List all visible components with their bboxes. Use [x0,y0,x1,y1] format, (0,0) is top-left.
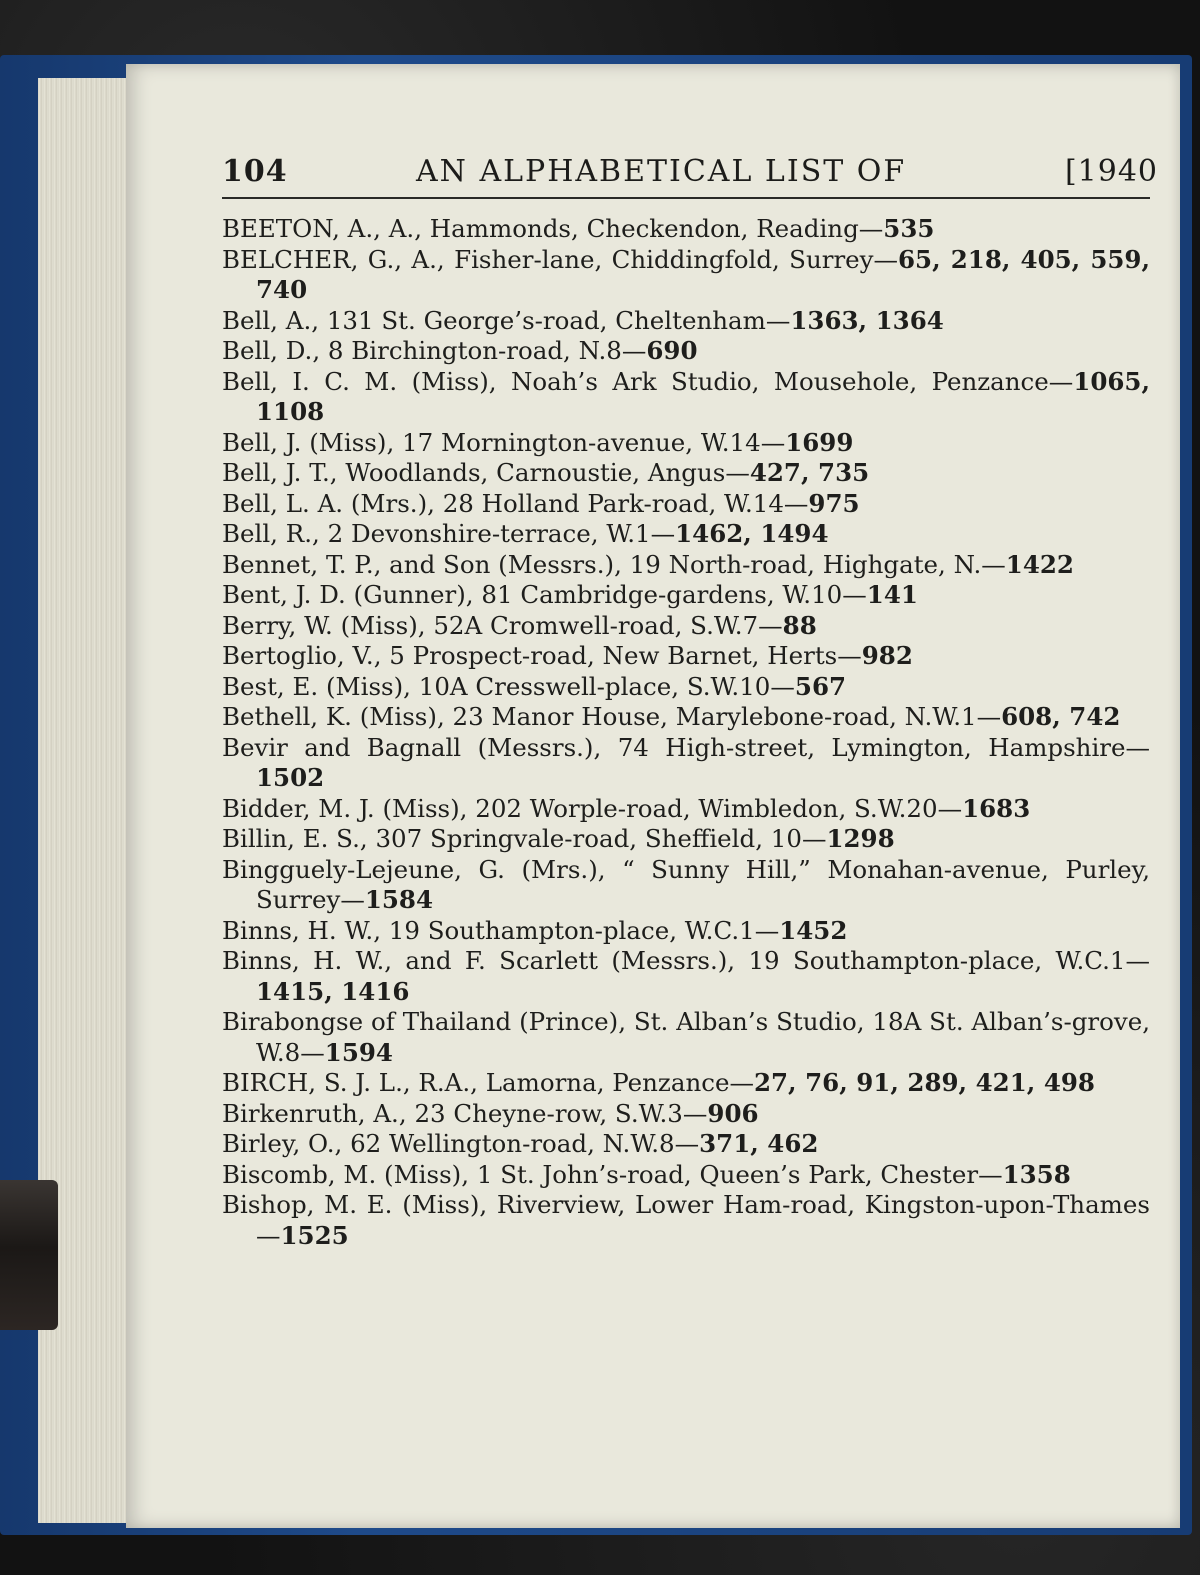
running-header [218,148,1158,196]
entry-numbers: 608, 742 [1001,702,1121,731]
entry-numbers: 1594 [324,1037,393,1067]
entry-name: Bell, D. [222,336,313,365]
list-item: Bevir and Bagnall (Messrs.), 74 High-street, Lymington, Hampshire—1502 [222,732,1150,792]
entry-numbers: 1452 [779,915,848,945]
entry-name: Billin, E. S. [222,824,360,853]
entry-address: Fisher-lane, Chiddingfold, Surrey [454,244,874,274]
entry-address: 19 Southampton-place, W.C.1 [388,915,755,945]
list-item: Bethell, K. (Miss), 23 Manor House, Marylebone-road, N.W.1—608, 742 [222,702,1121,731]
entry-address: 8 Birchington-road, N.8 [327,336,622,365]
list-item: BELCHER, G., A., Fisher-lane, Chiddingfold, Surrey—65, 218, 405, 559, 740 [222,244,1150,304]
entry-name: Bethell, K. (Miss) [222,702,437,731]
entry-name: Bell, J. (Miss) [222,427,387,457]
entry-address: Riverview, Lower Ham-road, Kingston-upon-Thames [496,1190,1150,1219]
list-item: Bishop, M. E. (Miss), Riverview, Lower Ham-road, Kingston-upon-Thames—1525 [222,1190,1150,1250]
list-item: Bell, J. T., Woodlands, Carnoustie, Angus—427, 735 [222,458,870,487]
header-year: [1940 [1064,154,1158,189]
entry-address: 19 North-road, Highgate, N. [629,549,982,579]
entry-numbers: 982 [861,641,913,670]
entry-name: BEETON, A., A. [222,214,415,243]
list-item: Binns, H. W., and F. Scarlett (Messrs.), 19 Southampton-place, W.C.1—1415, 1416 [222,946,1150,1006]
entry-numbers: 1699 [785,427,854,457]
list-item: Bingguely-Lejeune, G. (Mrs.), “ Sunny Hill,” Monahan-avenue, Purley, Surrey—1584 [222,854,1151,914]
entry-numbers: 975 [808,488,860,518]
entry-address: 10A Cresswell-place, S.W.10 [418,671,771,701]
list-item: Bell, I. C. M. (Miss), Noah’s Ark Studio, Mousehole, Penzance—1065, 1108 [222,366,1150,426]
entry-name: Bell, I. C. M. (Miss) [222,366,489,396]
entry-numbers: 1065, 1108 [256,366,1150,426]
entry-name: Binns, H. W., and F. Scarlett (Messrs.) [222,946,728,975]
list-item: Binns, H. W., 19 Southampton-place, W.C.1—1452 [222,915,848,945]
list-item: Bennet, T. P., and Son (Messrs.), 19 North-road, Highgate, N.—1422 [222,549,1074,579]
entry-address: 74 High-street, Lymington, Hampshire [617,732,1126,762]
header-rule [222,197,1150,199]
entry-numbers: 1502 [256,763,325,792]
entry-name: Birley, O. [222,1129,335,1158]
entry-numbers: 427, 735 [749,458,870,487]
entry-list [222,214,1150,1251]
entry-numbers: 1462, 1494 [675,519,829,548]
entry-name: Birabongse of Thailand (Prince) [222,1007,619,1036]
entry-name: Bennet, T. P., and Son (Messrs.) [222,549,615,579]
entry-address: Hammonds, Checkendon, Reading [429,214,859,243]
entry-name: Bell, R. [222,519,312,548]
entry-numbers: 1298 [826,824,895,853]
list-item: Bell, R., 2 Devonshire-terrace, W.1—1462, 1494 [222,519,829,548]
entry-address: 19 Southampton-place, W.C.1 [748,946,1126,975]
entry-numbers: 88 [782,610,817,640]
entry-name: Bevir and Bagnall (Messrs.) [222,732,594,762]
entry-address: 23 Manor House, Marylebone-road, N.W.1 [452,702,977,731]
entry-numbers: 906 [707,1098,759,1128]
entry-name: BIRCH, S. J. L., R.A. [222,1068,471,1097]
entry-numbers: 141 [866,580,918,609]
entry-address: Lamorna, Penzance [485,1068,730,1097]
entry-address: 52A Cromwell-road, S.W.7 [433,610,759,640]
entry-address: 131 St. George’s-road, Cheltenham [326,305,766,335]
list-item: Bell, L. A. (Mrs.), 28 Holland Park-road, W.14—975 [222,488,860,518]
list-item: Birabongse of Thailand (Prince), St. Alban’s Studio, 18A St. Alban’s-grove, W.8—1594 [222,1007,1151,1067]
list-item: Bidder, M. J. (Miss), 202 Worple-road, Wimbledon, S.W.20—1683 [222,793,1031,823]
entry-name: Bidder, M. J. (Miss) [222,793,460,823]
entry-address: “ Sunny Hill,” Monahan-avenue, Purley, Surrey [256,854,1151,914]
entry-address: 5 Prospect-road, New Barnet, Herts [389,641,838,670]
entry-name: Bell, L. A. (Mrs.) [222,488,428,518]
list-item: Bell, A., 131 St. George’s-road, Cheltenham—1363, 1364 [222,305,944,335]
entry-address: 1 St. John’s-road, Queen’s Park, Chester [476,1159,979,1189]
entry-numbers: 1422 [1005,549,1074,579]
entry-numbers: 1584 [364,885,434,914]
page-number: 104 [222,154,288,189]
entry-numbers: 1415, 1416 [256,976,410,1006]
entry-address: 2 Devonshire-terrace, W.1 [327,519,651,548]
page-title: AN ALPHABETICAL LIST OF [416,154,907,189]
entry-name: Binns, H. W. [222,915,374,945]
list-item: BIRCH, S. J. L., R.A., Lamorna, Penzance—27, 76, 91, 289, 421, 498 [222,1068,1095,1097]
entry-numbers: 535 [883,214,935,243]
entry-address: 81 Cambridge-gardens, W.10 [481,580,843,609]
list-item: Bent, J. D. (Gunner), 81 Cambridge-gardens, W.10—141 [222,580,918,609]
entry-address: Noah’s Ark Studio, Mousehole, Penzance [510,366,1049,396]
list-item: Birkenruth, A., 23 Cheyne-row, S.W.3—906 [222,1098,759,1128]
entry-address: 62 Wellington-road, N.W.8 [350,1129,675,1158]
entry-numbers: 690 [646,336,698,365]
page-clip [0,1180,58,1330]
entry-name: Biscomb, M. (Miss) [222,1159,462,1189]
list-item: Birley, O., 62 Wellington-road, N.W.8—371, 462 [222,1129,819,1158]
entry-address: 28 Holland Park-road, W.14 [442,488,784,518]
entry-name: Bent, J. D. (Gunner) [222,580,466,609]
entry-name: Birkenruth, A. [222,1098,399,1128]
entry-numbers: 27, 76, 91, 289, 421, 498 [753,1068,1095,1097]
list-item: Best, E. (Miss), 10A Cresswell-place, S.W.10—567 [222,671,847,701]
entry-numbers: 567 [794,671,847,701]
list-item: Berry, W. (Miss), 52A Cromwell-road, S.W.7—88 [222,610,817,640]
list-item: Bertoglio, V., 5 Prospect-road, New Barnet, Herts—982 [222,641,913,670]
entry-address: 202 Worple-road, Wimbledon, S.W.20 [475,793,938,823]
entry-name: Bertoglio, V. [222,641,374,670]
entry-address: 307 Springvale-road, Sheffield, 10 [375,824,802,853]
entry-numbers: 1683 [962,793,1031,823]
entry-numbers: 1358 [1002,1159,1071,1189]
entry-name: Bingguely-Lejeune, G. (Mrs.) [222,854,598,884]
entry-numbers: 1363, 1364 [790,305,944,335]
entry-name: Bell, J. T. [222,458,330,487]
entry-address: Woodlands, Carnoustie, Angus [345,458,726,487]
entry-name: Best, E. (Miss) [222,671,404,701]
entry-name: BELCHER, G., A. [222,244,437,274]
entry-address: 23 Cheyne-row, S.W.3 [414,1098,683,1128]
entry-name: Bell, A. [222,305,312,335]
list-item: Billin, E. S., 307 Springvale-road, Sheffield, 10—1298 [222,824,895,853]
entry-numbers: 1525 [280,1220,349,1250]
entry-name: Berry, W. (Miss) [222,610,418,640]
list-item: Bell, D., 8 Birchington-road, N.8—690 [222,336,698,365]
list-item: BEETON, A., A., Hammonds, Checkendon, Reading—535 [222,214,935,243]
entry-numbers: 371, 462 [699,1129,819,1158]
list-item: Biscomb, M. (Miss), 1 St. John’s-road, Queen’s Park, Chester—1358 [222,1159,1071,1189]
entry-address: St. Alban’s Studio, 18A St. Alban’s-grove, W.8 [256,1007,1151,1067]
entry-address: 17 Mornington-avenue, W.14 [402,427,761,457]
list-item: Bell, J. (Miss), 17 Mornington-avenue, W.14—1699 [222,427,854,457]
entry-name: Bishop, M. E. (Miss) [222,1190,480,1219]
entry-numbers: 65, 218, 405, 559, 740 [256,244,1150,304]
